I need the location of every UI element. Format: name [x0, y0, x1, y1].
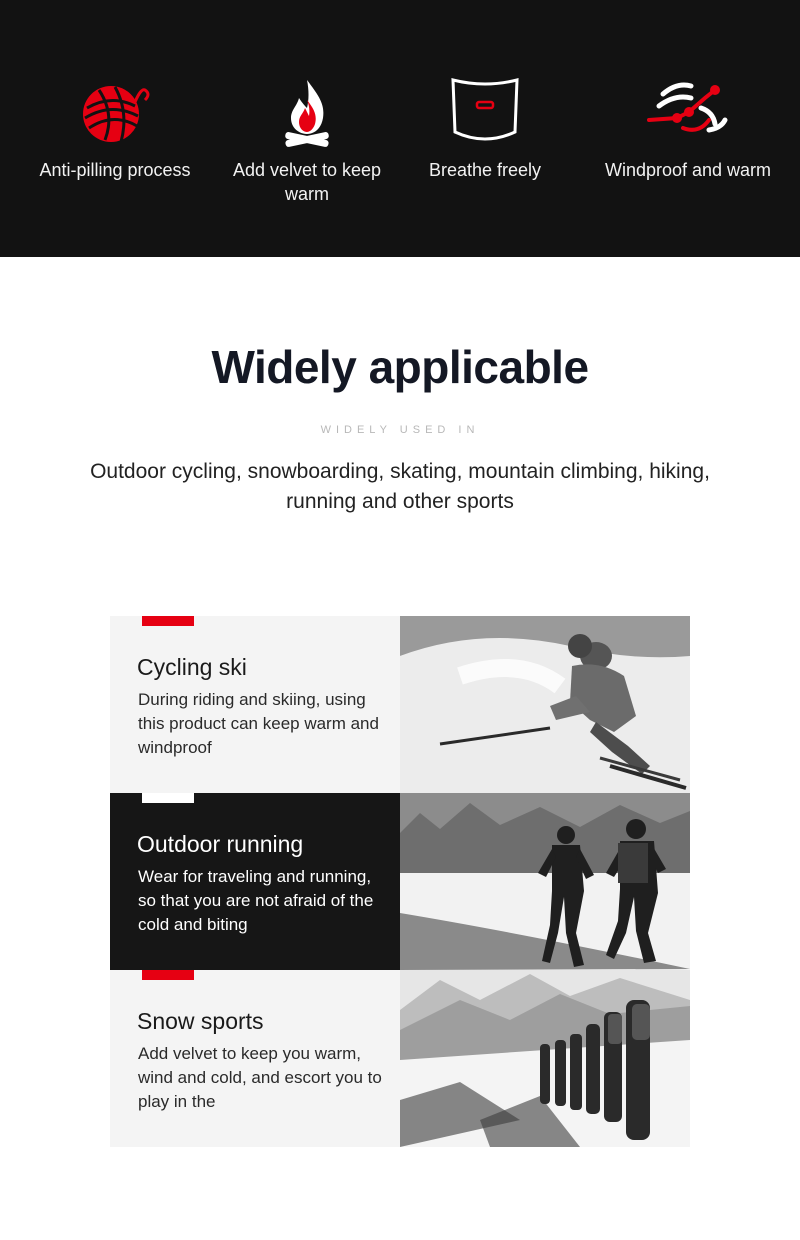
feature-breathe-freely	[405, 72, 565, 182]
feature-label: Breathe freely	[428, 160, 542, 180]
yarn-ball-icon	[75, 72, 155, 152]
use-case-panel	[110, 970, 400, 1147]
hikers-photo	[400, 970, 690, 1147]
use-case-panel	[110, 793, 400, 970]
use-case-title: Outdoor running	[137, 831, 304, 857]
use-case-body: Wear for traveling and running, so that you are not afraid of the cold and biting	[138, 867, 374, 934]
use-case-title: Snow sports	[137, 1008, 264, 1034]
use-cases	[110, 616, 690, 1148]
use-case-cycling-ski	[110, 616, 690, 793]
use-case-panel	[110, 616, 400, 793]
campfire-icon	[267, 72, 347, 152]
feature-label: Anti-pilling process	[39, 160, 191, 180]
accent-bar	[142, 616, 194, 626]
section-title: Widely applicable	[211, 341, 589, 393]
feature-add-velvet	[212, 72, 402, 206]
feature-label: Windproof and warm	[604, 160, 772, 180]
wind-signal-icon	[643, 72, 733, 152]
use-case-body: During riding and skiing, using this product can keep warm and windproof	[138, 690, 379, 757]
accent-bar	[142, 793, 194, 803]
accent-bar	[142, 970, 194, 980]
skier-photo	[400, 616, 690, 793]
section-subtitle: WIDELY USED IN	[320, 424, 480, 436]
use-case-title: Cycling ski	[137, 654, 247, 680]
use-case-snow-sports	[110, 970, 690, 1147]
feature-label: Add velvet to keep warm	[232, 160, 382, 204]
use-case-outdoor-running	[110, 793, 690, 970]
features-band	[0, 0, 800, 257]
feature-windproof	[588, 72, 788, 182]
runners-photo	[400, 793, 690, 970]
neck-gaiter-icon	[445, 72, 525, 152]
use-case-body: Add velvet to keep you warm, wind and cold, and escort you to play in the	[138, 1044, 382, 1111]
section-description: Outdoor cycling, snowboarding, skating, mountain climbing, hiking, running and other sports	[90, 460, 710, 513]
feature-anti-pilling	[20, 72, 210, 182]
